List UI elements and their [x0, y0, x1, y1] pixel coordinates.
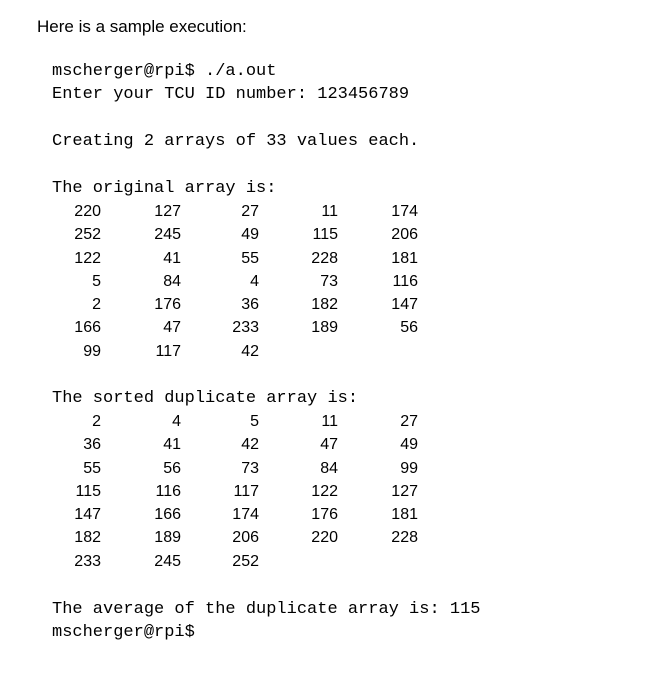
array-value: 56	[400, 319, 418, 337]
array-value: 5	[250, 413, 259, 430]
array-value: 27	[400, 413, 418, 430]
array-value: 11	[321, 203, 338, 220]
array-value: 176	[311, 506, 338, 524]
array-value: 115	[312, 226, 338, 244]
array-value: 228	[311, 249, 338, 267]
array-value: 42	[241, 436, 259, 454]
array-value: 228	[391, 529, 418, 547]
array-value: 206	[391, 226, 418, 244]
array-value: 5	[92, 272, 101, 290]
array-value: 49	[241, 226, 259, 244]
array-value: 73	[241, 459, 259, 477]
array-value: 174	[391, 203, 418, 220]
array-value: 245	[154, 552, 181, 570]
array-value: 55	[241, 249, 259, 267]
array-value: 2	[92, 413, 101, 430]
array-value: 73	[320, 272, 338, 290]
array-value: 116	[155, 482, 181, 500]
array-value: 176	[154, 296, 181, 314]
array-value: 84	[163, 272, 181, 290]
array-value: 182	[311, 296, 338, 314]
array-value: 99	[400, 459, 418, 477]
array-value: 122	[311, 482, 338, 500]
array-value: 182	[74, 529, 101, 547]
final-prompt-line: mscherger@rpi$	[52, 623, 195, 642]
array-value: 252	[232, 552, 259, 570]
array-value: 41	[163, 436, 181, 454]
array-value: 252	[74, 226, 101, 244]
array-value: 233	[232, 319, 259, 337]
array-value: 36	[241, 296, 259, 314]
array-value: 116	[392, 272, 418, 290]
average-line: The average of the duplicate array is: 115	[52, 600, 481, 619]
intro-text: Here is a sample execution:	[37, 17, 247, 36]
array-value: 41	[163, 249, 181, 267]
array-value: 42	[241, 342, 259, 360]
array-value: 36	[83, 436, 101, 454]
array-value: 49	[400, 436, 418, 454]
array-value: 117	[155, 342, 181, 360]
array-value: 4	[250, 272, 259, 290]
array-value: 2	[92, 296, 101, 314]
array-value: 233	[74, 552, 101, 570]
array-value: 174	[232, 506, 259, 524]
sorted-array-heading: The sorted duplicate array is:	[52, 389, 359, 408]
array-value: 189	[311, 319, 338, 337]
array-value: 122	[74, 249, 101, 267]
array-value: 117	[233, 482, 259, 500]
array-value: 47	[320, 436, 338, 454]
array-value: 147	[74, 506, 101, 524]
array-value: 99	[83, 342, 101, 360]
array-value: 189	[154, 529, 181, 547]
array-value: 245	[154, 226, 181, 244]
creating-arrays-line: Creating 2 arrays of 33 values each.	[52, 132, 420, 151]
original-array-heading: The original array is:	[52, 179, 277, 198]
array-value: 55	[83, 459, 101, 477]
array-value: 47	[163, 319, 181, 337]
array-value: 27	[241, 203, 259, 220]
id-prompt-line: Enter your TCU ID number: 123456789	[52, 85, 410, 104]
array-value: 127	[391, 482, 418, 500]
array-value: 181	[391, 249, 418, 267]
array-value: 147	[391, 296, 418, 314]
array-value: 166	[74, 319, 101, 337]
array-value: 4	[172, 413, 181, 430]
command-line: mscherger@rpi$ ./a.out	[52, 62, 277, 81]
array-value: 84	[320, 459, 338, 477]
array-value: 11	[321, 413, 338, 430]
array-value: 127	[154, 203, 181, 220]
array-value: 220	[311, 529, 338, 547]
array-value: 220	[74, 203, 101, 220]
array-value: 56	[163, 459, 181, 477]
array-value: 166	[154, 506, 181, 524]
array-value: 206	[232, 529, 259, 547]
array-value: 181	[391, 506, 418, 524]
array-value: 115	[75, 482, 101, 500]
